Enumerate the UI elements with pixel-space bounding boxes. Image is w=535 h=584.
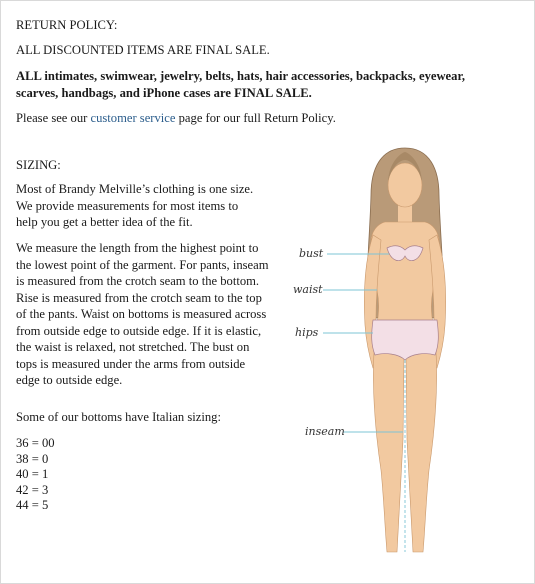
italian-size-list <box>16 436 55 514</box>
customer-service-link[interactable]: customer service <box>90 111 176 125</box>
italian-size-item: 38 = 0 <box>16 451 49 466</box>
bust-label: bust <box>299 247 324 260</box>
italian-size-item: 40 = 1 <box>16 467 49 481</box>
final-sale-items-text: ALL intimates, swimwear, jewelry, belts, hats, hair accessories, backpacks, eyewear, scarves, handbags, and iPhone cases are FINAL SALE. <box>16 69 466 100</box>
measurement-explanation-text: We measure the length from the highest point to the lowest point of the garment. For pants, inseam is measured from the crotch seam to the bottom. Rise is measured from the crotch seam to the top of the pants. Waist on bottoms is measured across from outside edge to outside edge. If it is elastic, the waist is relaxed, not stretched. The bust on tops is measured under the arms from outside edge to outside edge. <box>16 241 269 387</box>
sizing-intro-text: Most of Brandy Melville’s clothing is one size. We provide measurements for most items to help you get a better idea of the fit. <box>16 182 254 229</box>
hips-label: hips <box>295 326 319 339</box>
body-measurement-figure <box>285 140 525 570</box>
return-policy-reference <box>16 110 336 127</box>
discount-final-sale-text: ALL DISCOUNTED ITEMS ARE FINAL SALE. <box>16 43 270 57</box>
italian-size-item: 42 = 3 <box>16 482 49 497</box>
underwear <box>372 320 439 360</box>
sizing-heading: SIZING: <box>16 158 61 172</box>
waist-label: waist <box>293 283 323 296</box>
return-policy-heading: RETURN POLICY: <box>16 18 118 32</box>
inseam-label: inseam <box>305 425 345 438</box>
right-leg <box>406 340 437 552</box>
see-prefix: Please see our <box>16 111 91 125</box>
italian-sizing-intro: Some of our bottoms have Italian sizing: <box>16 410 221 424</box>
see-suffix: page for our full Return Policy. <box>175 111 336 125</box>
italian-size-item: 36 = 00 <box>16 436 55 450</box>
left-leg <box>373 340 404 552</box>
italian-size-item: 44 = 5 <box>16 498 49 512</box>
face <box>388 163 422 207</box>
